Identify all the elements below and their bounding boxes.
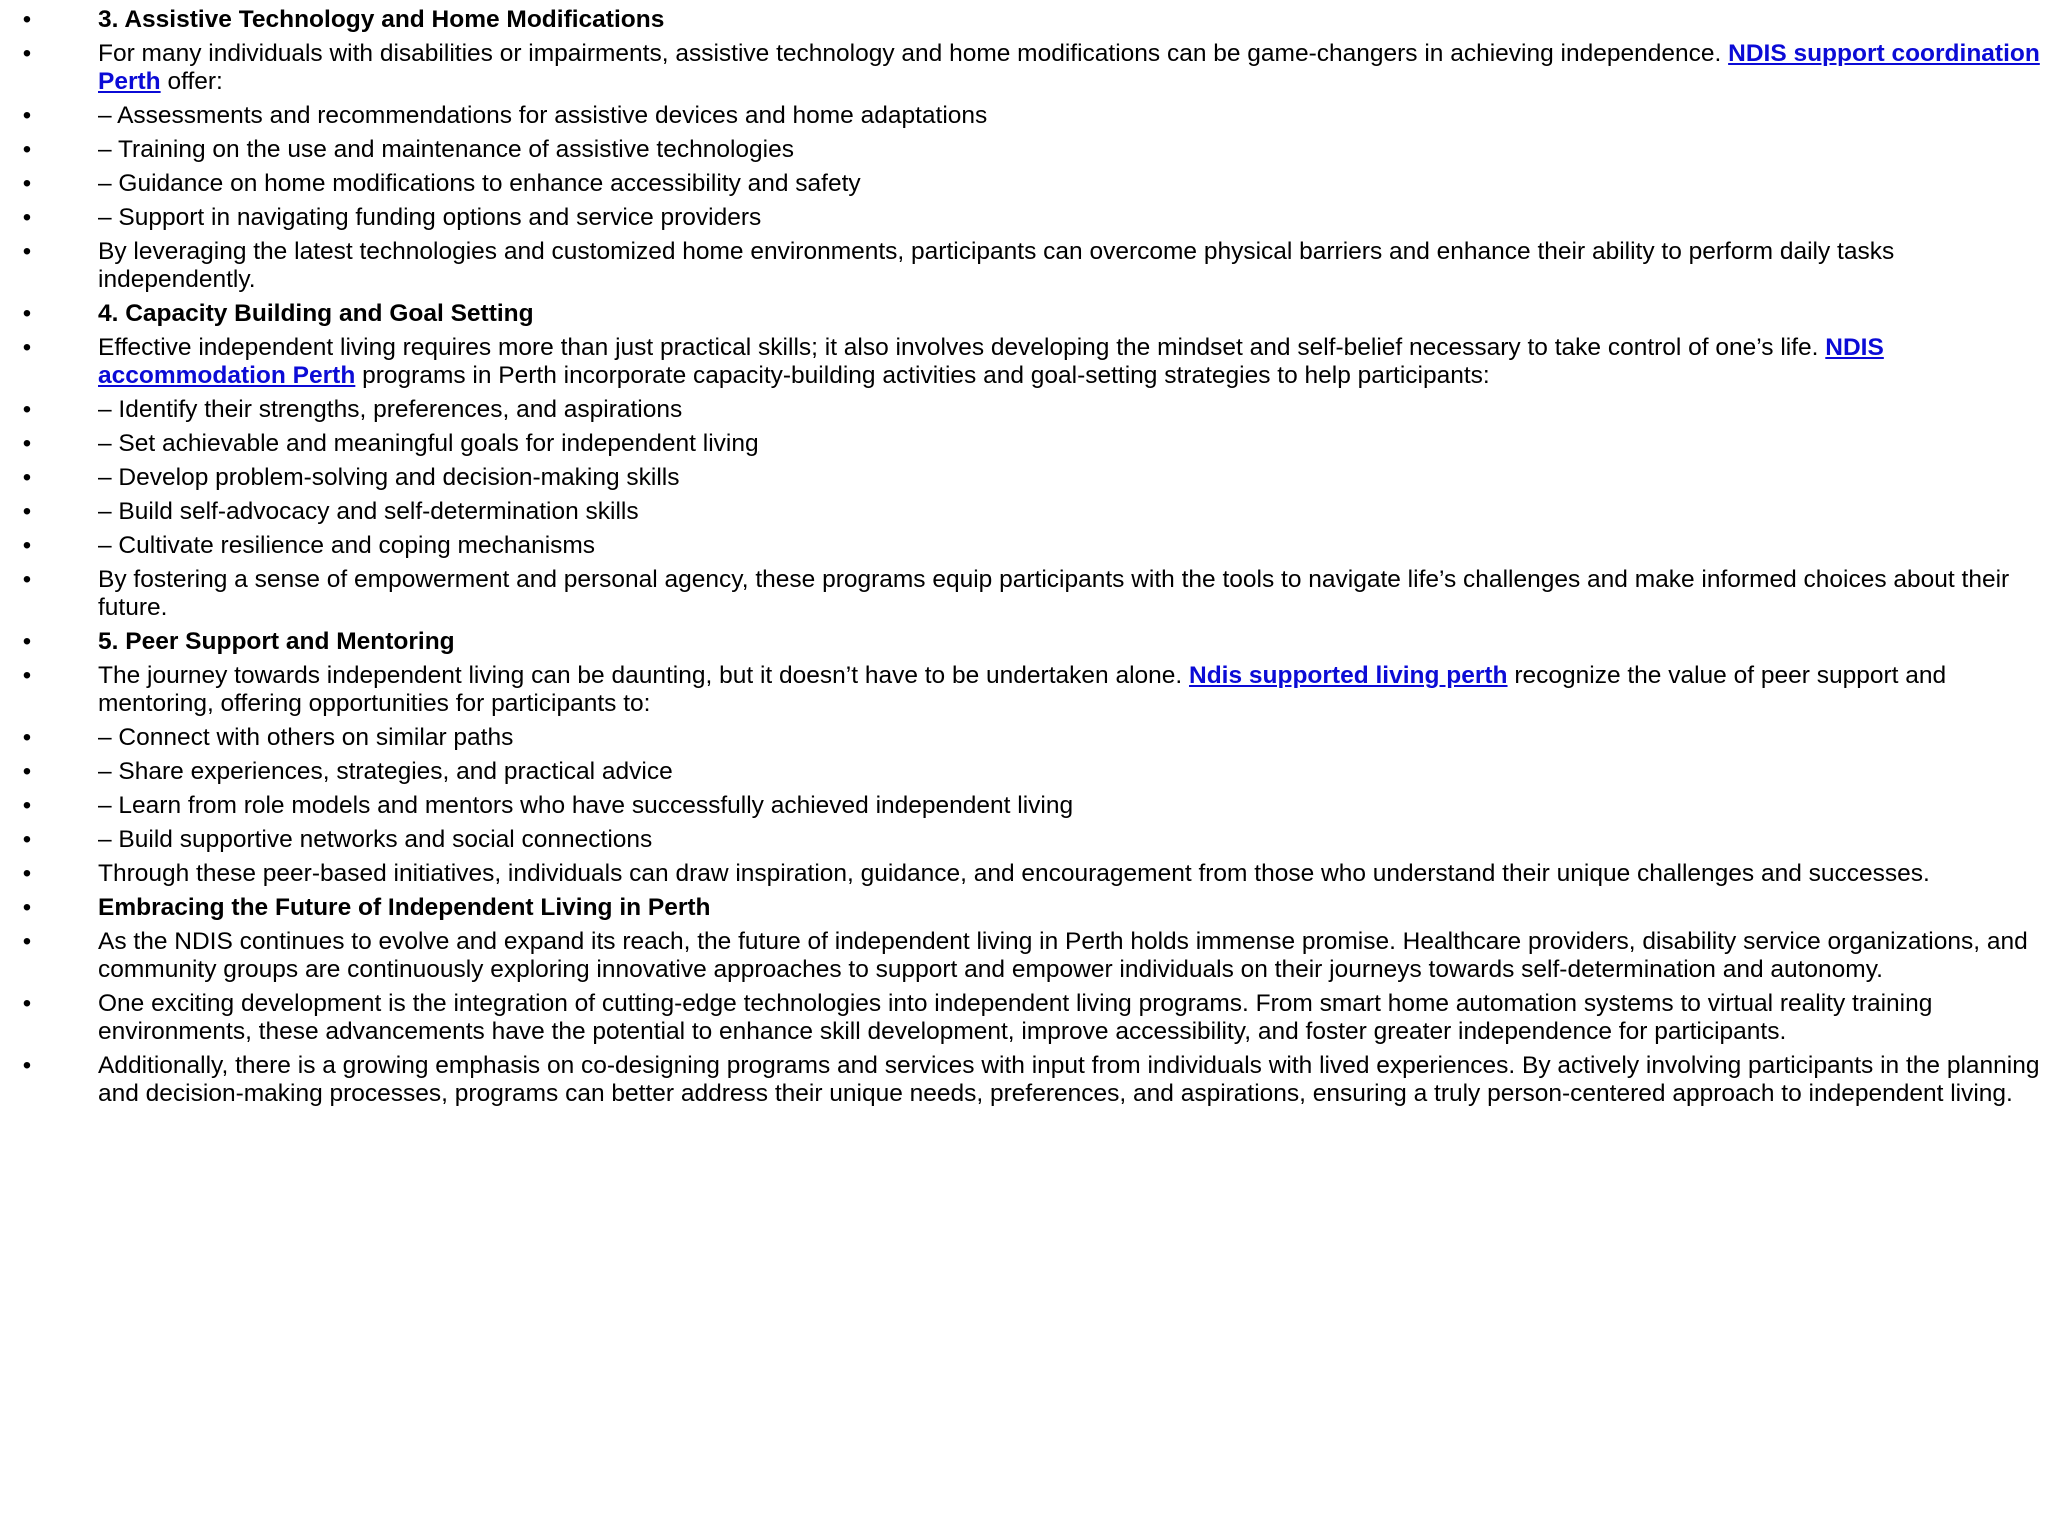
bullet-icon: • (22, 170, 32, 197)
list-item-text: – Learn from role models and mentors who have successfully achieved independent living (98, 792, 1074, 819)
list-item-text: – Build self-advocacy and self-determination skills (98, 498, 639, 525)
bullet-icon: • (22, 300, 32, 327)
list-item (0, 204, 2048, 232)
list-item-text: – Set achievable and meaningful goals for independent living (98, 430, 759, 457)
list-item (0, 102, 2048, 130)
list-item (0, 238, 2048, 294)
list-item (0, 860, 2048, 888)
paragraph-text: One exciting development is the integration of cutting-edge technologies into independent living programs. From smart home automation systems to virtual reality training environments, these advancements have the potential to enhance skill development, improve accessibility, and foster greater independence for participants. (98, 990, 1933, 1045)
section-heading: Embracing the Future of Independent Living in Perth (98, 894, 711, 921)
paragraph-text (98, 334, 1884, 389)
list-item (0, 566, 2048, 622)
bullet-icon: • (22, 758, 32, 785)
list-item (0, 136, 2048, 164)
list-item-text: – Identify their strengths, preferences, and aspirations (98, 396, 683, 423)
list-item (0, 792, 2048, 820)
text-after-link: offer: (160, 68, 223, 95)
list-item (0, 662, 2048, 718)
heading-peer-support (0, 628, 2048, 656)
text-before-link: Effective independent living requires more than just practical skills; it also involves developing the mindset and self-belief necessary to take control of one’s life. (98, 334, 1826, 361)
list-item (0, 396, 2048, 424)
paragraph-text: By fostering a sense of empowerment and personal agency, these programs equip participants with the tools to navigate life’s challenges and make informed choices about their future. (98, 566, 2010, 621)
section-heading: 5. Peer Support and Mentoring (98, 628, 455, 655)
list-item-text: – Share experiences, strategies, and practical advice (98, 758, 673, 785)
bullet-icon: • (22, 928, 32, 955)
list-item (0, 928, 2048, 984)
text-before-link: The journey towards independent living can be daunting, but it doesn’t have to be undertaken alone. (98, 662, 1190, 689)
section-heading: 3. Assistive Technology and Home Modifications (98, 6, 665, 33)
list-item-text: – Build supportive networks and social connections (98, 826, 653, 853)
list-item-text: – Cultivate resilience and coping mechanisms (98, 532, 596, 559)
bullet-icon: • (22, 532, 32, 559)
bullet-icon: • (22, 430, 32, 457)
heading-embracing-future (0, 894, 2048, 922)
bullet-icon: • (22, 662, 32, 689)
paragraph-text: Through these peer-based initiatives, individuals can draw inspiration, guidance, and encouragement from those who understand their unique challenges and successes. (98, 860, 1930, 887)
bullet-icon: • (22, 396, 32, 423)
list-item (0, 532, 2048, 560)
bullet-icon: • (22, 204, 32, 231)
bullet-icon: • (22, 792, 32, 819)
list-item (0, 40, 2048, 96)
bullet-icon: • (22, 498, 32, 525)
list-item-text: – Assessments and recommendations for assistive devices and home adaptations (98, 102, 988, 129)
bullet-icon: • (22, 238, 32, 265)
text-after-link: recognize the value of peer support and mentoring, offering opportunities for participants to: (98, 662, 1947, 717)
link-ndis-accommodation[interactable]: NDIS accommodation Perth (98, 334, 1884, 389)
list-item (0, 334, 2048, 390)
bullet-icon: • (22, 724, 32, 751)
list-item-text: – Guidance on home modifications to enhance accessibility and safety (98, 170, 861, 197)
bullet-icon: • (22, 860, 32, 887)
bullet-icon: • (22, 894, 32, 921)
text-after-link: programs in Perth incorporate capacity-building activities and goal-setting strategies to help participants: (355, 362, 1490, 389)
bullet-icon: • (22, 1052, 32, 1079)
list-item (0, 1052, 2048, 1108)
bullet-icon: • (22, 136, 32, 163)
bullet-list (0, 6, 2048, 1114)
list-item (0, 826, 2048, 854)
paragraph-text (98, 40, 2040, 95)
list-item-text: – Support in navigating funding options and service providers (98, 204, 762, 231)
text-before-link: For many individuals with disabilities or impairments, assistive technology and home modifications can be game-changers in achieving independence. (98, 40, 1729, 67)
paragraph-text (98, 662, 1946, 717)
list-item (0, 464, 2048, 492)
list-item (0, 724, 2048, 752)
list-item (0, 990, 2048, 1046)
paragraph-text: By leveraging the latest technologies and customized home environments, participants can overcome physical barriers and enhance their ability to perform daily tasks independently. (98, 238, 1895, 293)
list-item (0, 170, 2048, 198)
bullet-icon: • (22, 990, 32, 1017)
list-item-text: – Develop problem-solving and decision-making skills (98, 464, 680, 491)
bullet-icon: • (22, 102, 32, 129)
bullet-icon: • (22, 334, 32, 361)
bullet-icon: • (22, 628, 32, 655)
bullet-icon: • (22, 40, 32, 67)
link-ndis-support-coordination[interactable]: NDIS support coordination Perth (98, 40, 2040, 95)
bullet-icon: • (22, 6, 32, 33)
heading-assistive-technology (0, 6, 2048, 34)
paragraph-text: As the NDIS continues to evolve and expand its reach, the future of independent living in Perth holds immense promise. Healthcare providers, disability service organizations, and community groups are continuously exploring innovative approaches to support and empower individuals on their journeys towards self-determination and autonomy. (98, 928, 2028, 983)
bullet-icon: • (22, 566, 32, 593)
heading-capacity-building (0, 300, 2048, 328)
list-item (0, 430, 2048, 458)
list-item-text: – Connect with others on similar paths (98, 724, 514, 751)
list-item (0, 498, 2048, 526)
list-item (0, 758, 2048, 786)
section-heading: 4. Capacity Building and Goal Setting (98, 300, 534, 327)
paragraph-text: Additionally, there is a growing emphasis on co-designing programs and services with input from individuals with lived experiences. By actively involving participants in the planning and decision-making processes, programs can better address their unique needs, preferences, and aspirations, ensuring a truly person-centered approach to independent living. (98, 1052, 2040, 1107)
list-item-text: – Training on the use and maintenance of assistive technologies (98, 136, 794, 163)
bullet-icon: • (22, 826, 32, 853)
bullet-icon: • (22, 464, 32, 491)
link-ndis-supported-living[interactable]: Ndis supported living perth (1189, 662, 1508, 689)
